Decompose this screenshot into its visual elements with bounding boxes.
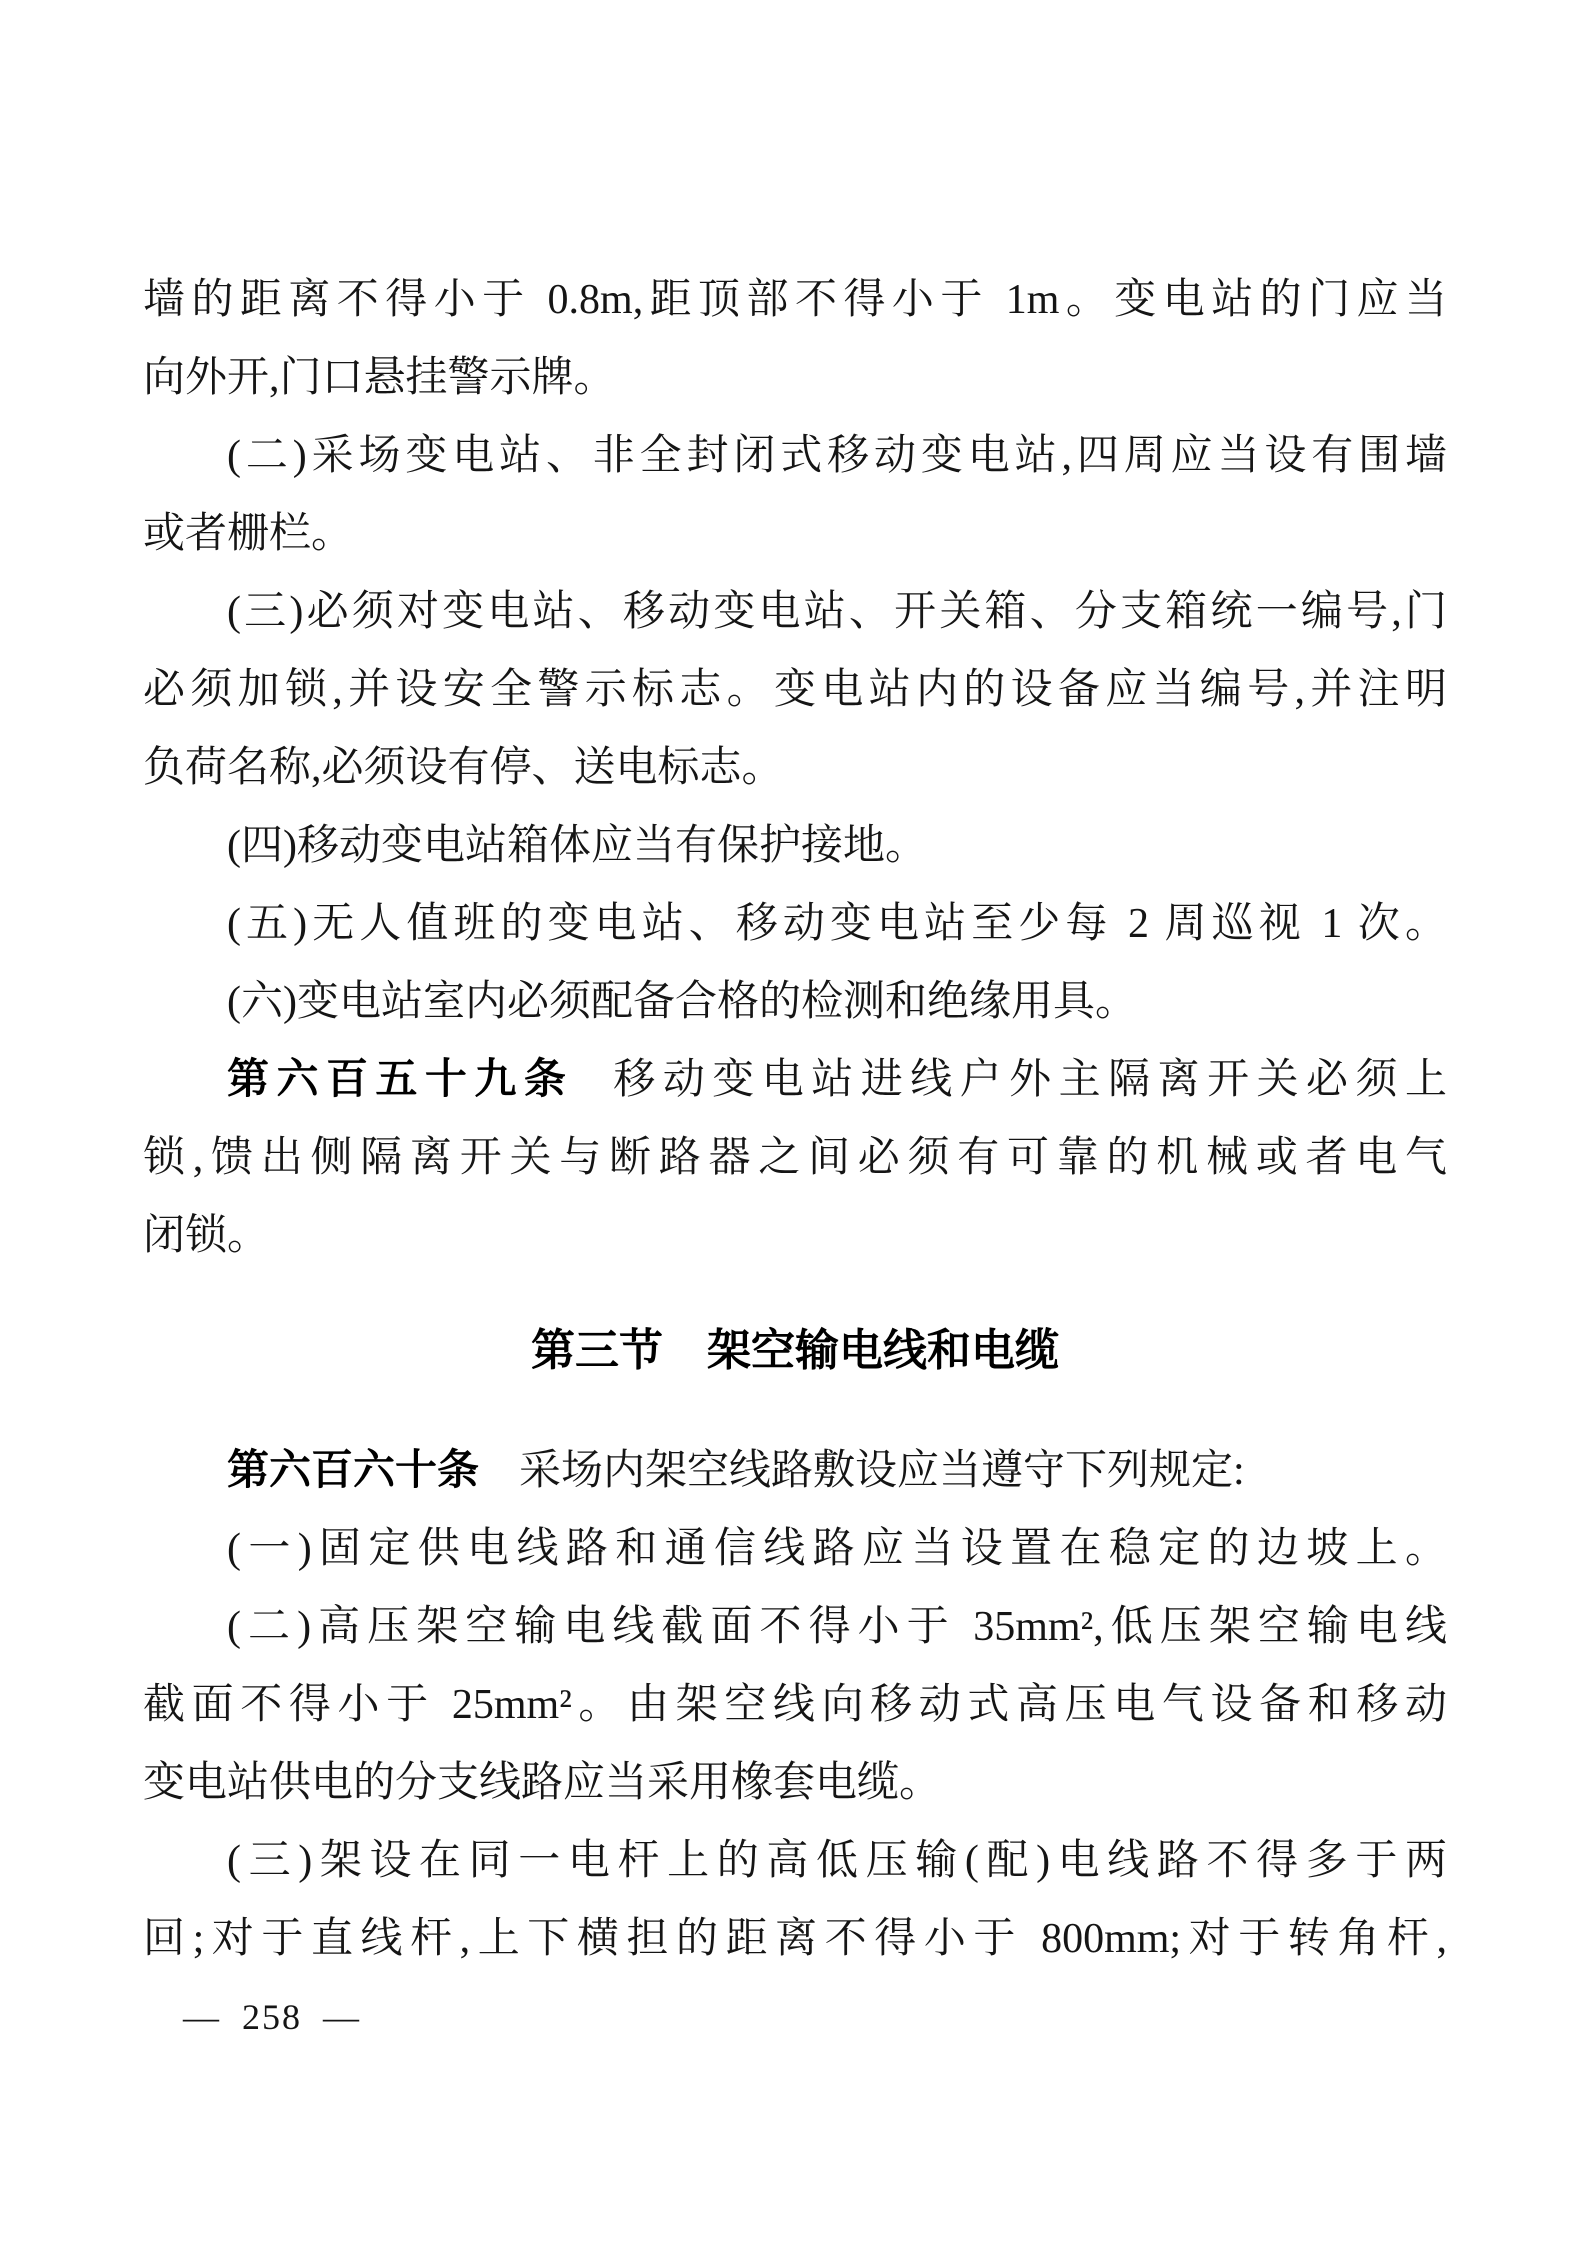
paragraph-continuation (143, 261, 1447, 417)
clause-item-6: (六)变电站室内必须配备合格的检测和绝缘用具。 (227, 979, 1137, 1025)
article-659-paragraph (143, 1041, 1447, 1275)
article-659-continuation-lines (143, 1119, 1447, 1275)
article-659-first-line-text: 移动变电站进线户外主隔离开关必须上 (613, 1057, 1447, 1103)
article-660-paragraph (143, 1432, 1447, 1510)
section-heading (143, 1312, 1447, 1390)
article-660-number: 第六百六十条 (227, 1448, 480, 1494)
text-line: 墙的距离不得小于 0.8m,距顶部不得小于 1m。变电站的门应当 (143, 277, 1447, 323)
clause-item-3 (143, 573, 1447, 807)
text-line: (三)架设在同一电杆上的高低压输(配)电线路不得多于两 (227, 1838, 1447, 1884)
text-line: 负荷名称,必须设有停、送电标志。 (143, 745, 784, 791)
text-line: (三)必须对变电站、移动变电站、开关箱、分支箱统一编号,门 (227, 589, 1447, 635)
article-659-number: 第六百五十九条 (227, 1057, 574, 1103)
text-line: 向外开,门口悬挂警示牌。 (143, 355, 616, 401)
section-number: 第三节 (531, 1326, 663, 1375)
article-659-first-line (143, 1041, 1447, 1119)
text-line: (二)高压架空输电线截面不得小于 35mm²,低压架空输电线 (227, 1604, 1447, 1650)
clause-item-5: (五)无人值班的变电站、移动变电站至少每 2 周巡视 1 次。 (227, 901, 1447, 947)
text-line: 必须加锁,并设安全警示标志。变电站内的设备应当编号,并注明 (143, 667, 1447, 713)
text-line: 锁,馈出侧隔离开关与断路器之间必须有可靠的机械或者电气 (143, 1135, 1447, 1181)
text-line: 截面不得小于 25mm²。由架空线向移动式高压电气设备和移动 (143, 1682, 1447, 1728)
clause-item-4: (四)移动变电站箱体应当有保护接地。 (227, 823, 927, 869)
article-660-text: 采场内架空线路敷设应当遵守下列规定: (519, 1448, 1245, 1494)
text-line: 闭锁。 (143, 1213, 270, 1259)
clause-item-660-2 (143, 1588, 1447, 1822)
clause-item-660-1: (一)固定供电线路和通信线路应当设置在稳定的边坡上。 (227, 1526, 1447, 1572)
clause-item-2 (143, 417, 1447, 573)
text-line: 变电站供电的分支线路应当采用橡套电缆。 (143, 1760, 942, 1806)
text-line: 或者栅栏。 (143, 511, 354, 557)
text-line: 回;对于直线杆,上下横担的距离不得小于 800mm;对于转角杆, (143, 1916, 1447, 1962)
clause-item-660-3 (143, 1822, 1447, 1978)
section-title: 架空输电线和电缆 (707, 1326, 1059, 1375)
text-line: (二)采场变电站、非全封闭式移动变电站,四周应当设有围墙 (227, 433, 1447, 479)
page-number: — 258 — (183, 1997, 361, 2037)
